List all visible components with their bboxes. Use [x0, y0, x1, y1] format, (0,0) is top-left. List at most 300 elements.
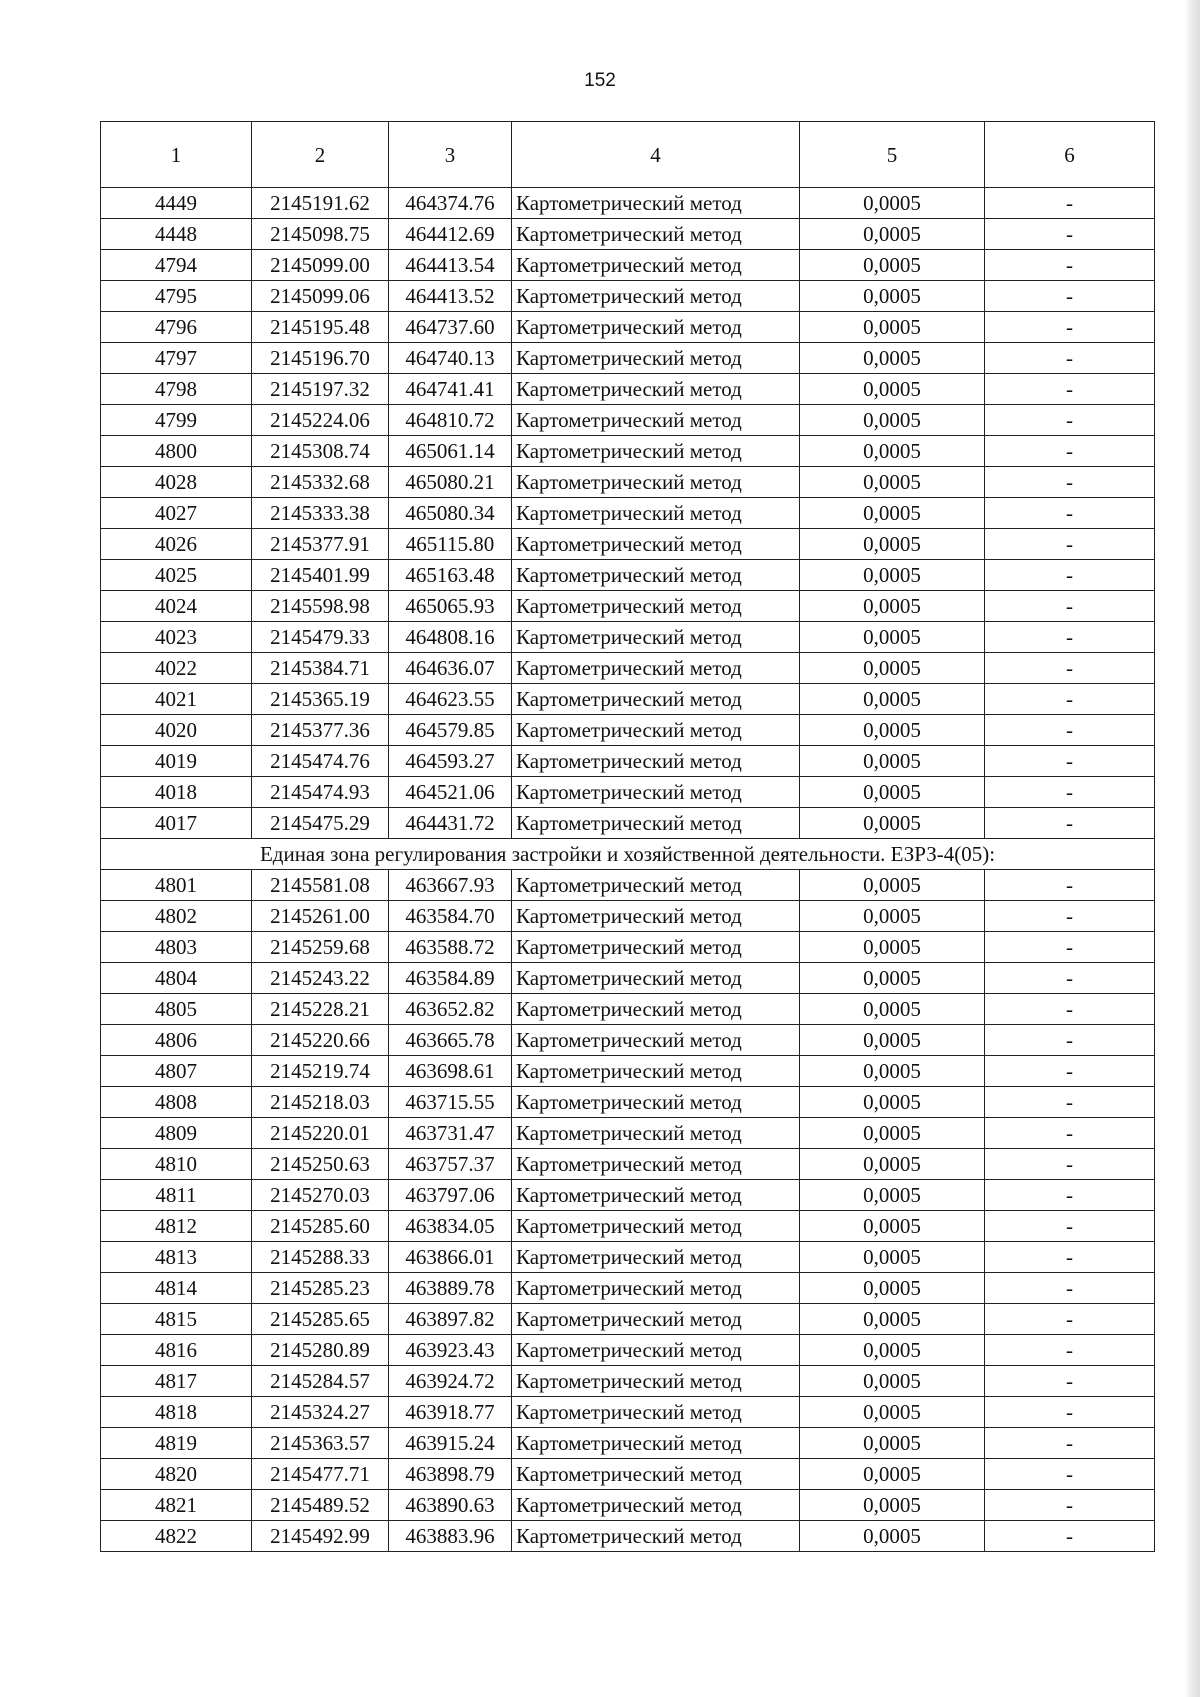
- accuracy-cell: 0,0005: [800, 808, 985, 839]
- accuracy-cell: 0,0005: [800, 405, 985, 436]
- accuracy-cell: 0,0005: [800, 250, 985, 281]
- note-cell: -: [985, 1211, 1155, 1242]
- point-number-cell: 4797: [101, 343, 252, 374]
- page-number: 152: [584, 70, 616, 91]
- x-coordinate-cell: 2145333.38: [252, 498, 389, 529]
- table-row: [101, 1428, 1155, 1459]
- table-row: [101, 715, 1155, 746]
- accuracy-cell: 0,0005: [800, 219, 985, 250]
- y-coordinate-cell: 464737.60: [389, 312, 512, 343]
- table-row: [101, 560, 1155, 591]
- table-row: [101, 436, 1155, 467]
- x-coordinate-cell: 2145475.29: [252, 808, 389, 839]
- method-cell: Картометрический метод: [512, 1180, 800, 1211]
- accuracy-cell: 0,0005: [800, 343, 985, 374]
- table-row: [101, 219, 1155, 250]
- y-coordinate-cell: 463889.78: [389, 1273, 512, 1304]
- y-coordinate-cell: 463918.77: [389, 1397, 512, 1428]
- point-number-cell: 4019: [101, 746, 252, 777]
- y-coordinate-cell: 463757.37: [389, 1149, 512, 1180]
- x-coordinate-cell: 2145098.75: [252, 219, 389, 250]
- accuracy-cell: 0,0005: [800, 1056, 985, 1087]
- accuracy-cell: 0,0005: [800, 1211, 985, 1242]
- x-coordinate-cell: 2145285.65: [252, 1304, 389, 1335]
- y-coordinate-cell: 463731.47: [389, 1118, 512, 1149]
- note-cell: -: [985, 622, 1155, 653]
- y-coordinate-cell: 463866.01: [389, 1242, 512, 1273]
- point-number-cell: 4802: [101, 901, 252, 932]
- x-coordinate-cell: 2145288.33: [252, 1242, 389, 1273]
- table-row: [101, 1459, 1155, 1490]
- table-row: [101, 808, 1155, 839]
- y-coordinate-cell: 464431.72: [389, 808, 512, 839]
- method-cell: Картометрический метод: [512, 1366, 800, 1397]
- note-cell: -: [985, 560, 1155, 591]
- table-row: [101, 1304, 1155, 1335]
- y-coordinate-cell: 463698.61: [389, 1056, 512, 1087]
- y-coordinate-cell: 465115.80: [389, 529, 512, 560]
- x-coordinate-cell: 2145099.00: [252, 250, 389, 281]
- y-coordinate-cell: 463834.05: [389, 1211, 512, 1242]
- x-coordinate-cell: 2145270.03: [252, 1180, 389, 1211]
- header-cell: 5: [800, 122, 985, 188]
- note-cell: -: [985, 250, 1155, 281]
- accuracy-cell: 0,0005: [800, 1149, 985, 1180]
- table-row: [101, 1490, 1155, 1521]
- y-coordinate-cell: 463923.43: [389, 1335, 512, 1366]
- accuracy-cell: 0,0005: [800, 1180, 985, 1211]
- method-cell: Картометрический метод: [512, 467, 800, 498]
- x-coordinate-cell: 2145261.00: [252, 901, 389, 932]
- method-cell: Картометрический метод: [512, 1490, 800, 1521]
- method-cell: Картометрический метод: [512, 188, 800, 219]
- y-coordinate-cell: 464593.27: [389, 746, 512, 777]
- coordinates-table: [100, 121, 1155, 1552]
- method-cell: Картометрический метод: [512, 343, 800, 374]
- x-coordinate-cell: 2145259.68: [252, 932, 389, 963]
- header-cell: 1: [101, 122, 252, 188]
- note-cell: -: [985, 1087, 1155, 1118]
- note-cell: -: [985, 1335, 1155, 1366]
- note-cell: -: [985, 1459, 1155, 1490]
- note-cell: -: [985, 529, 1155, 560]
- x-coordinate-cell: 2145220.66: [252, 1025, 389, 1056]
- accuracy-cell: 0,0005: [800, 1025, 985, 1056]
- method-cell: Картометрический метод: [512, 498, 800, 529]
- accuracy-cell: 0,0005: [800, 1490, 985, 1521]
- y-coordinate-cell: 465061.14: [389, 436, 512, 467]
- table-row: [101, 343, 1155, 374]
- x-coordinate-cell: 2145332.68: [252, 467, 389, 498]
- method-cell: Картометрический метод: [512, 1149, 800, 1180]
- y-coordinate-cell: 463915.24: [389, 1428, 512, 1459]
- point-number-cell: 4794: [101, 250, 252, 281]
- note-cell: -: [985, 467, 1155, 498]
- accuracy-cell: 0,0005: [800, 746, 985, 777]
- table-row: [101, 1118, 1155, 1149]
- accuracy-cell: 0,0005: [800, 932, 985, 963]
- note-cell: -: [985, 1490, 1155, 1521]
- table-row: [101, 994, 1155, 1025]
- y-coordinate-cell: 464623.55: [389, 684, 512, 715]
- accuracy-cell: 0,0005: [800, 312, 985, 343]
- point-number-cell: 4017: [101, 808, 252, 839]
- method-cell: Картометрический метод: [512, 932, 800, 963]
- point-number-cell: 4021: [101, 684, 252, 715]
- header-cell: 3: [389, 122, 512, 188]
- note-cell: -: [985, 436, 1155, 467]
- method-cell: Картометрический метод: [512, 219, 800, 250]
- y-coordinate-cell: 464636.07: [389, 653, 512, 684]
- note-cell: -: [985, 715, 1155, 746]
- note-cell: -: [985, 901, 1155, 932]
- y-coordinate-cell: 463665.78: [389, 1025, 512, 1056]
- y-coordinate-cell: 465080.34: [389, 498, 512, 529]
- point-number-cell: 4820: [101, 1459, 252, 1490]
- note-cell: -: [985, 684, 1155, 715]
- accuracy-cell: 0,0005: [800, 1242, 985, 1273]
- point-number-cell: 4448: [101, 219, 252, 250]
- point-number-cell: 4801: [101, 870, 252, 901]
- method-cell: Картометрический метод: [512, 1397, 800, 1428]
- point-number-cell: 4812: [101, 1211, 252, 1242]
- note-cell: -: [985, 1304, 1155, 1335]
- table-row: [101, 529, 1155, 560]
- accuracy-cell: 0,0005: [800, 1335, 985, 1366]
- accuracy-cell: 0,0005: [800, 1428, 985, 1459]
- method-cell: Картометрический метод: [512, 684, 800, 715]
- y-coordinate-cell: 463898.79: [389, 1459, 512, 1490]
- method-cell: Картометрический метод: [512, 250, 800, 281]
- accuracy-cell: 0,0005: [800, 1459, 985, 1490]
- method-cell: Картометрический метод: [512, 1459, 800, 1490]
- note-cell: -: [985, 1056, 1155, 1087]
- table-row: [101, 622, 1155, 653]
- y-coordinate-cell: 463797.06: [389, 1180, 512, 1211]
- point-number-cell: 4810: [101, 1149, 252, 1180]
- y-coordinate-cell: 464741.41: [389, 374, 512, 405]
- note-cell: -: [985, 1149, 1155, 1180]
- y-coordinate-cell: 465163.48: [389, 560, 512, 591]
- point-number-cell: 4817: [101, 1366, 252, 1397]
- method-cell: Картометрический метод: [512, 1304, 800, 1335]
- y-coordinate-cell: 465065.93: [389, 591, 512, 622]
- x-coordinate-cell: 2145284.57: [252, 1366, 389, 1397]
- table-row: [101, 1149, 1155, 1180]
- method-cell: Картометрический метод: [512, 901, 800, 932]
- section-row: [101, 839, 1155, 870]
- x-coordinate-cell: 2145365.19: [252, 684, 389, 715]
- accuracy-cell: 0,0005: [800, 374, 985, 405]
- y-coordinate-cell: 463890.63: [389, 1490, 512, 1521]
- table-row: [101, 188, 1155, 219]
- table-row: [101, 932, 1155, 963]
- y-coordinate-cell: 464413.54: [389, 250, 512, 281]
- method-cell: Картометрический метод: [512, 1335, 800, 1366]
- point-number-cell: 4809: [101, 1118, 252, 1149]
- point-number-cell: 4821: [101, 1490, 252, 1521]
- accuracy-cell: 0,0005: [800, 1273, 985, 1304]
- accuracy-cell: 0,0005: [800, 1397, 985, 1428]
- note-cell: -: [985, 1397, 1155, 1428]
- note-cell: -: [985, 1180, 1155, 1211]
- accuracy-cell: 0,0005: [800, 1087, 985, 1118]
- accuracy-cell: 0,0005: [800, 901, 985, 932]
- point-number-cell: 4798: [101, 374, 252, 405]
- y-coordinate-cell: 464413.52: [389, 281, 512, 312]
- note-cell: -: [985, 963, 1155, 994]
- point-number-cell: 4028: [101, 467, 252, 498]
- y-coordinate-cell: 464412.69: [389, 219, 512, 250]
- accuracy-cell: 0,0005: [800, 467, 985, 498]
- table-row: [101, 405, 1155, 436]
- point-number-cell: 4795: [101, 281, 252, 312]
- accuracy-cell: 0,0005: [800, 870, 985, 901]
- method-cell: Картометрический метод: [512, 1087, 800, 1118]
- y-coordinate-cell: 464521.06: [389, 777, 512, 808]
- y-coordinate-cell: 463652.82: [389, 994, 512, 1025]
- method-cell: Картометрический метод: [512, 281, 800, 312]
- x-coordinate-cell: 2145581.08: [252, 870, 389, 901]
- x-coordinate-cell: 2145250.63: [252, 1149, 389, 1180]
- x-coordinate-cell: 2145474.76: [252, 746, 389, 777]
- point-number-cell: 4816: [101, 1335, 252, 1366]
- table-row: [101, 1211, 1155, 1242]
- x-coordinate-cell: 2145474.93: [252, 777, 389, 808]
- note-cell: -: [985, 653, 1155, 684]
- note-cell: -: [985, 870, 1155, 901]
- x-coordinate-cell: 2145243.22: [252, 963, 389, 994]
- method-cell: Картометрический метод: [512, 529, 800, 560]
- method-cell: Картометрический метод: [512, 653, 800, 684]
- x-coordinate-cell: 2145489.52: [252, 1490, 389, 1521]
- x-coordinate-cell: 2145220.01: [252, 1118, 389, 1149]
- point-number-cell: 4803: [101, 932, 252, 963]
- method-cell: Картометрический метод: [512, 746, 800, 777]
- point-number-cell: 4018: [101, 777, 252, 808]
- y-coordinate-cell: 464808.16: [389, 622, 512, 653]
- note-cell: -: [985, 777, 1155, 808]
- accuracy-cell: 0,0005: [800, 684, 985, 715]
- method-cell: Картометрический метод: [512, 1025, 800, 1056]
- table-row: [101, 312, 1155, 343]
- method-cell: Картометрический метод: [512, 405, 800, 436]
- header-cell: 2: [252, 122, 389, 188]
- note-cell: -: [985, 343, 1155, 374]
- table-row: [101, 870, 1155, 901]
- note-cell: -: [985, 1428, 1155, 1459]
- header-cell: 6: [985, 122, 1155, 188]
- note-cell: -: [985, 808, 1155, 839]
- table-body: [101, 122, 1155, 1552]
- accuracy-cell: 0,0005: [800, 777, 985, 808]
- x-coordinate-cell: 2145285.60: [252, 1211, 389, 1242]
- method-cell: Картометрический метод: [512, 1211, 800, 1242]
- table-row: [101, 1397, 1155, 1428]
- point-number-cell: 4020: [101, 715, 252, 746]
- table-row: [101, 1335, 1155, 1366]
- note-cell: -: [985, 374, 1155, 405]
- point-number-cell: 4813: [101, 1242, 252, 1273]
- table-row: [101, 653, 1155, 684]
- x-coordinate-cell: 2145195.48: [252, 312, 389, 343]
- x-coordinate-cell: 2145492.99: [252, 1521, 389, 1552]
- table-row: [101, 1056, 1155, 1087]
- table-row: [101, 1087, 1155, 1118]
- accuracy-cell: 0,0005: [800, 1118, 985, 1149]
- x-coordinate-cell: 2145219.74: [252, 1056, 389, 1087]
- note-cell: -: [985, 1521, 1155, 1552]
- y-coordinate-cell: 463715.55: [389, 1087, 512, 1118]
- method-cell: Картометрический метод: [512, 591, 800, 622]
- table-row: [101, 901, 1155, 932]
- table-row: [101, 467, 1155, 498]
- note-cell: -: [985, 219, 1155, 250]
- accuracy-cell: 0,0005: [800, 622, 985, 653]
- method-cell: Картометрический метод: [512, 560, 800, 591]
- point-number-cell: 4805: [101, 994, 252, 1025]
- note-cell: -: [985, 312, 1155, 343]
- x-coordinate-cell: 2145401.99: [252, 560, 389, 591]
- x-coordinate-cell: 2145598.98: [252, 591, 389, 622]
- x-coordinate-cell: 2145308.74: [252, 436, 389, 467]
- table-row: [101, 1025, 1155, 1056]
- point-number-cell: 4815: [101, 1304, 252, 1335]
- note-cell: -: [985, 188, 1155, 219]
- accuracy-cell: 0,0005: [800, 1304, 985, 1335]
- table-header-row: [101, 122, 1155, 188]
- accuracy-cell: 0,0005: [800, 653, 985, 684]
- table-row: [101, 1366, 1155, 1397]
- point-number-cell: 4807: [101, 1056, 252, 1087]
- table-row: [101, 1242, 1155, 1273]
- point-number-cell: 4024: [101, 591, 252, 622]
- point-number-cell: 4822: [101, 1521, 252, 1552]
- point-number-cell: 4808: [101, 1087, 252, 1118]
- method-cell: Картометрический метод: [512, 622, 800, 653]
- point-number-cell: 4799: [101, 405, 252, 436]
- y-coordinate-cell: 464810.72: [389, 405, 512, 436]
- method-cell: Картометрический метод: [512, 1428, 800, 1459]
- accuracy-cell: 0,0005: [800, 498, 985, 529]
- y-coordinate-cell: 463667.93: [389, 870, 512, 901]
- accuracy-cell: 0,0005: [800, 560, 985, 591]
- table-row: [101, 963, 1155, 994]
- y-coordinate-cell: 463883.96: [389, 1521, 512, 1552]
- x-coordinate-cell: 2145228.21: [252, 994, 389, 1025]
- x-coordinate-cell: 2145218.03: [252, 1087, 389, 1118]
- point-number-cell: 4023: [101, 622, 252, 653]
- x-coordinate-cell: 2145377.91: [252, 529, 389, 560]
- method-cell: Картометрический метод: [512, 1056, 800, 1087]
- y-coordinate-cell: 464579.85: [389, 715, 512, 746]
- point-number-cell: 4811: [101, 1180, 252, 1211]
- table-row: [101, 777, 1155, 808]
- method-cell: Картометрический метод: [512, 870, 800, 901]
- method-cell: Картометрический метод: [512, 777, 800, 808]
- method-cell: Картометрический метод: [512, 1521, 800, 1552]
- note-cell: -: [985, 405, 1155, 436]
- method-cell: Картометрический метод: [512, 436, 800, 467]
- method-cell: Картометрический метод: [512, 1118, 800, 1149]
- accuracy-cell: 0,0005: [800, 591, 985, 622]
- point-number-cell: 4818: [101, 1397, 252, 1428]
- table-row: [101, 250, 1155, 281]
- accuracy-cell: 0,0005: [800, 281, 985, 312]
- method-cell: Картометрический метод: [512, 312, 800, 343]
- note-cell: -: [985, 591, 1155, 622]
- table-row: [101, 1521, 1155, 1552]
- accuracy-cell: 0,0005: [800, 963, 985, 994]
- table-row: [101, 1180, 1155, 1211]
- point-number-cell: 4026: [101, 529, 252, 560]
- note-cell: -: [985, 498, 1155, 529]
- x-coordinate-cell: 2145477.71: [252, 1459, 389, 1490]
- note-cell: -: [985, 1025, 1155, 1056]
- table-row: [101, 498, 1155, 529]
- x-coordinate-cell: 2145099.06: [252, 281, 389, 312]
- table-row: [101, 746, 1155, 777]
- point-number-cell: 4806: [101, 1025, 252, 1056]
- y-coordinate-cell: 463924.72: [389, 1366, 512, 1397]
- note-cell: -: [985, 994, 1155, 1025]
- accuracy-cell: 0,0005: [800, 994, 985, 1025]
- method-cell: Картометрический метод: [512, 374, 800, 405]
- y-coordinate-cell: 463897.82: [389, 1304, 512, 1335]
- note-cell: -: [985, 1273, 1155, 1304]
- method-cell: Картометрический метод: [512, 1242, 800, 1273]
- x-coordinate-cell: 2145363.57: [252, 1428, 389, 1459]
- point-number-cell: 4449: [101, 188, 252, 219]
- y-coordinate-cell: 463584.70: [389, 901, 512, 932]
- table-row: [101, 684, 1155, 715]
- accuracy-cell: 0,0005: [800, 436, 985, 467]
- method-cell: Картометрический метод: [512, 994, 800, 1025]
- x-coordinate-cell: 2145324.27: [252, 1397, 389, 1428]
- x-coordinate-cell: 2145197.32: [252, 374, 389, 405]
- y-coordinate-cell: 464374.76: [389, 188, 512, 219]
- x-coordinate-cell: 2145280.89: [252, 1335, 389, 1366]
- table-row: [101, 281, 1155, 312]
- note-cell: -: [985, 281, 1155, 312]
- accuracy-cell: 0,0005: [800, 715, 985, 746]
- table-row: [101, 591, 1155, 622]
- accuracy-cell: 0,0005: [800, 1366, 985, 1397]
- y-coordinate-cell: 464740.13: [389, 343, 512, 374]
- note-cell: -: [985, 746, 1155, 777]
- method-cell: Картометрический метод: [512, 715, 800, 746]
- header-cell: 4: [512, 122, 800, 188]
- accuracy-cell: 0,0005: [800, 188, 985, 219]
- point-number-cell: 4022: [101, 653, 252, 684]
- point-number-cell: 4819: [101, 1428, 252, 1459]
- x-coordinate-cell: 2145479.33: [252, 622, 389, 653]
- x-coordinate-cell: 2145196.70: [252, 343, 389, 374]
- accuracy-cell: 0,0005: [800, 1521, 985, 1552]
- y-coordinate-cell: 465080.21: [389, 467, 512, 498]
- y-coordinate-cell: 463588.72: [389, 932, 512, 963]
- table-row: [101, 374, 1155, 405]
- x-coordinate-cell: 2145224.06: [252, 405, 389, 436]
- note-cell: -: [985, 1118, 1155, 1149]
- point-number-cell: 4800: [101, 436, 252, 467]
- method-cell: Картометрический метод: [512, 963, 800, 994]
- point-number-cell: 4027: [101, 498, 252, 529]
- point-number-cell: 4025: [101, 560, 252, 591]
- y-coordinate-cell: 463584.89: [389, 963, 512, 994]
- x-coordinate-cell: 2145285.23: [252, 1273, 389, 1304]
- note-cell: -: [985, 932, 1155, 963]
